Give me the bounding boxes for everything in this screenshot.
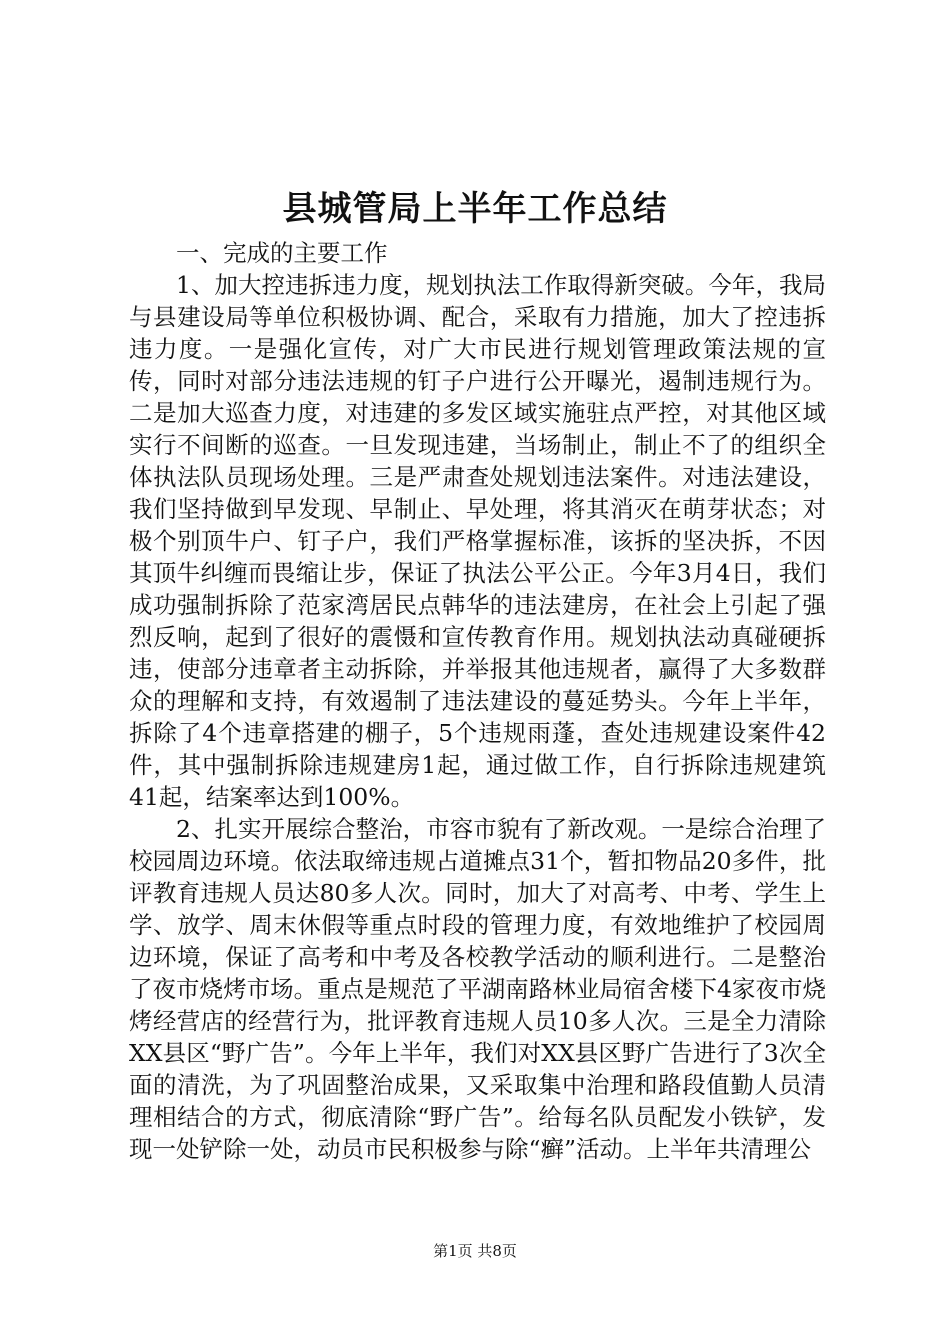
section-heading: 一、完成的主要工作: [176, 239, 388, 267]
body-paragraph: 2、扎实开展综合整治，市容市貌有了新改观。一是综合治理了校园周边环境。依法取缔违规占道摊点31个，暂扣物品20多件，批评教育违规人员达80多人次。同时，加大了对高考、中考、学生上学、放学、周末休假等重点时段的管理力度，有效地维护了校园周边环境，保证了高考和中考及各校教学活动的顺利进行。二是整治了夜市烧烤市场。重点是规范了平湖南路林业局宿舍楼下4家夜市烧烤经营店的经营行为，批评教育违规人员10多人次。三是全力清除XX县区“野广告”。今年上半年，我们对XX县区野广告进行了3次全面的清洗，为了巩固整治成果，又采取集中治理和路段值勤人员清理相结合的方式，彻底清除“野广告”。给每名队员配发小铁铲，发现一处铲除一处，动员市民积极参与除“癣”活动。上半年共清理公: [129, 815, 826, 1163]
page-footer: 第1页 共8页: [433, 1242, 517, 1260]
document-title: 县城管局上半年工作总结: [282, 189, 668, 229]
document-body: [129, 237, 826, 1165]
body-paragraph: 1、加大控违拆违力度，规划执法工作取得新突破。今年，我局与县建设局等单位积极协调、配合，采取有力措施，加大了控违拆违力度。一是强化宣传，对广大市民进行规划管理政策法规的宣传，同时对部分违法违规的钉子户进行公开曝光，遏制违规行为。二是加大巡查力度，对违建的多发区域实施驻点严控，对其他区域实行不间断的巡查。一旦发现违建，当场制止，制止不了的组织全体执法队员现场处理。三是严肃查处规划违法案件。对违法建设，我们坚持做到早发现、早制止、早处理，将其消灭在萌芽状态；对极个别顶牛户、钉子户，我们严格掌握标准，该拆的坚决拆，不因其顶牛纠缠而畏缩让步，保证了执法公平公正。今年3月4日，我们成功强制拆除了范家湾居民点韩华的违法建房，在社会上引起了强烈反响，起到了很好的震慑和宣传教育作用。规划执法动真碰硬拆违，使部分违章者主动拆除，并举报其他违规者，赢得了大多数群众的理解和支持，有效遏制了违法建设的蔓延势头。今年上半年，拆除了4个违章搭建的棚子，5个违规雨蓬，查处违规建设案件42件，其中强制拆除违规建房1起，通过做工作，自行拆除违规建筑41起，结案率达到100%。: [129, 271, 826, 811]
